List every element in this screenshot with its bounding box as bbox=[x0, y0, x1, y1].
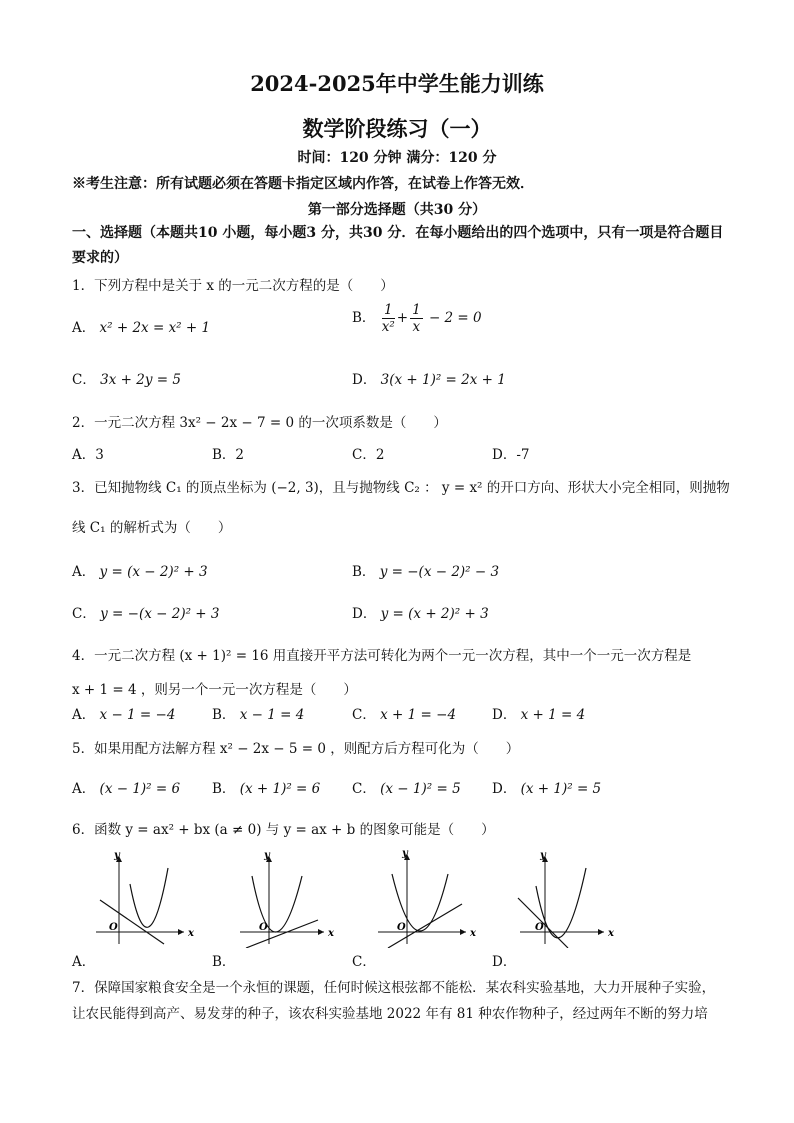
option-expr: y = (x − 2)² + 3 bbox=[99, 564, 208, 580]
x-arrow bbox=[460, 929, 466, 935]
option-expr: y = (x + 2)² + 3 bbox=[380, 606, 489, 622]
option-label: B． bbox=[212, 707, 236, 723]
x-arrow bbox=[178, 929, 184, 935]
option-expr: 2 bbox=[375, 447, 385, 463]
option-label: B． bbox=[212, 781, 236, 797]
option-label: A． bbox=[72, 320, 96, 336]
question-4-option-d bbox=[492, 703, 585, 723]
x-label: x bbox=[188, 928, 194, 939]
question-6-option-d: D． bbox=[492, 954, 517, 970]
graph-b bbox=[232, 848, 342, 948]
option-label: A． bbox=[72, 707, 96, 723]
option-expr: x + 1 = −4 bbox=[380, 707, 457, 723]
x-label: x bbox=[328, 928, 334, 939]
option-label: A． bbox=[72, 781, 96, 797]
option-expr: (x + 1)² = 6 bbox=[239, 781, 321, 797]
question-2-option-c bbox=[352, 443, 384, 463]
question-4-option-c bbox=[352, 703, 456, 723]
option-label: C． bbox=[72, 606, 96, 622]
y-label: y bbox=[114, 850, 120, 861]
exam-subtitle: 数学阶段练习（一） bbox=[302, 116, 492, 141]
option-label: C． bbox=[352, 707, 376, 723]
denominator: x bbox=[412, 319, 421, 335]
option-expr: 3x + 2y = 5 bbox=[100, 372, 181, 388]
question-1-option-a bbox=[72, 316, 210, 336]
x-arrow bbox=[598, 929, 604, 935]
question-5-option-d bbox=[492, 777, 601, 797]
denominator: x² bbox=[381, 319, 395, 335]
question-2-option-a bbox=[72, 443, 104, 463]
option-expr: x² + 2x = x² + 1 bbox=[99, 320, 211, 336]
option-label: A． bbox=[72, 447, 96, 463]
question-1-option-d bbox=[352, 368, 506, 388]
question-3-option-b bbox=[352, 560, 499, 580]
numerator: 1 bbox=[382, 302, 395, 319]
question-6-stem: 6．函数 y = ax² + bx (a ≠ 0) 与 y = ax + b 的图象可能是（ ） bbox=[72, 822, 495, 838]
question-2-option-b bbox=[212, 443, 244, 463]
option-expr: (x − 1)² = 5 bbox=[380, 781, 461, 797]
fraction bbox=[382, 302, 395, 335]
question-5-stem: 5．如果用配方法解方程 x² − 2x − 5 = 0 ，则配方后方程可化为（ ） bbox=[72, 741, 520, 757]
option-label: D． bbox=[492, 781, 517, 797]
option-label: D． bbox=[492, 707, 517, 723]
option-label: B． bbox=[352, 564, 376, 580]
question-5-option-b bbox=[212, 777, 320, 797]
question-1-option-c bbox=[72, 368, 181, 388]
option-label: D． bbox=[352, 372, 377, 388]
question-5-option-a bbox=[72, 777, 180, 797]
numerator: 1 bbox=[412, 302, 421, 318]
line bbox=[246, 920, 318, 948]
origin-label: O bbox=[109, 922, 118, 933]
question-4-stem-line1: 4．一元二次方程 (x + 1)² = 16 用直接开平方法可转化为两个一元一次方程，其中一个一元一次方程是 bbox=[72, 648, 692, 664]
option-expr: x + 1 = 4 bbox=[520, 707, 586, 723]
time-info: 时间：120 分钟 满分：120 分 bbox=[297, 150, 497, 166]
question-5-option-c bbox=[352, 777, 461, 797]
y-label: y bbox=[264, 850, 270, 861]
question-6-option-b: B． bbox=[212, 954, 236, 970]
section-title: 一、选择题（本题共10 小题，每小题3 分，共30 分．在每小题给出的四个选项中，只有一项是符合题目要求的） bbox=[72, 225, 724, 266]
x-label: x bbox=[470, 928, 476, 939]
option-expr: x − 1 = −4 bbox=[99, 707, 176, 723]
question-3-option-c bbox=[72, 602, 220, 622]
option-label: D． bbox=[492, 447, 517, 463]
question-3-stem-line1: 3．已知抛物线 C₁ 的顶点坐标为 (−2, 3)，且与抛物线 C₂ ： y = x² 的开口方向、形状大小完全相同，则抛物 bbox=[72, 480, 730, 496]
option-expr: (x − 1)² = 6 bbox=[99, 781, 181, 797]
exam-title: 2024-2025年中学生能力训练 bbox=[250, 71, 544, 96]
question-3-stem-line2: 线 C₁ 的解析式为（ ） bbox=[72, 520, 232, 536]
question-7-stem-line2: 让农民能得到高产、易发芽的种子，该农科实验基地 2022 年有 81 种农作物种子，经过两年不断的努力培 bbox=[72, 1006, 708, 1022]
option-expr: y = −(x − 2)² + 3 bbox=[100, 606, 220, 622]
question-1-stem: 1．下列方程中是关于 x 的一元二次方程的是（ ） bbox=[72, 278, 394, 294]
notice: ※考生注意：所有试题必须在答题卡指定区域内作答，在试卷上作答无效． bbox=[72, 176, 534, 192]
y-label: y bbox=[540, 850, 546, 861]
option-expr: -7 bbox=[516, 447, 530, 463]
option-label: B． bbox=[352, 310, 376, 326]
y-label: y bbox=[402, 848, 408, 859]
question-4-option-a bbox=[72, 703, 175, 723]
option-label: C． bbox=[352, 781, 376, 797]
graph-c bbox=[372, 848, 482, 948]
part-title: 第一部分选择题（共30 分） bbox=[307, 202, 487, 218]
question-4-option-b bbox=[212, 703, 304, 723]
question-6-option-c: C． bbox=[352, 954, 376, 970]
x-arrow bbox=[318, 929, 324, 935]
option-expr: 3 bbox=[95, 447, 104, 463]
graph-a bbox=[92, 848, 202, 948]
question-3-option-d bbox=[352, 602, 489, 622]
fraction bbox=[410, 302, 423, 335]
question-3-option-a bbox=[72, 560, 208, 580]
question-2-stem: 2．一元二次方程 3x² − 2x − 7 = 0 的一次项系数是（ ） bbox=[72, 415, 447, 431]
question-7-stem-line1: 7．保障国家粮食安全是一个永恒的课题，任何时候这根弦都不能松．某农科实验基地，大力开展种子实验， bbox=[72, 980, 716, 996]
x-label: x bbox=[608, 928, 614, 939]
option-expr: 2 bbox=[235, 447, 245, 463]
option-label: A． bbox=[72, 564, 96, 580]
option-label: C． bbox=[352, 447, 376, 463]
option-expr-tail: − 2 = 0 bbox=[428, 310, 482, 326]
question-2-option-d bbox=[492, 443, 529, 463]
parabola bbox=[130, 868, 168, 927]
option-expr: (x + 1)² = 5 bbox=[520, 781, 602, 797]
option-label: B． bbox=[212, 447, 236, 463]
question-4-stem-line2: x + 1 = 4 ，则另一个一元一次方程是（ ） bbox=[72, 682, 357, 698]
origin-label: O bbox=[535, 922, 544, 933]
option-expr: y = −(x − 2)² − 3 bbox=[379, 564, 500, 580]
option-label: D． bbox=[352, 606, 377, 622]
origin-label: O bbox=[259, 922, 268, 933]
option-expr: x − 1 = 4 bbox=[239, 707, 305, 723]
origin-label: O bbox=[397, 922, 406, 933]
option-expr: 3(x + 1)² = 2x + 1 bbox=[380, 372, 506, 388]
graph-d bbox=[512, 848, 622, 948]
question-1-option-b: B． $\frac{1}{\text{x²}}$ + $\frac{1}{x}$ − 2 = 0 bbox=[352, 302, 482, 335]
question-6-option-a: A． bbox=[72, 954, 96, 970]
option-label: C． bbox=[72, 372, 96, 388]
